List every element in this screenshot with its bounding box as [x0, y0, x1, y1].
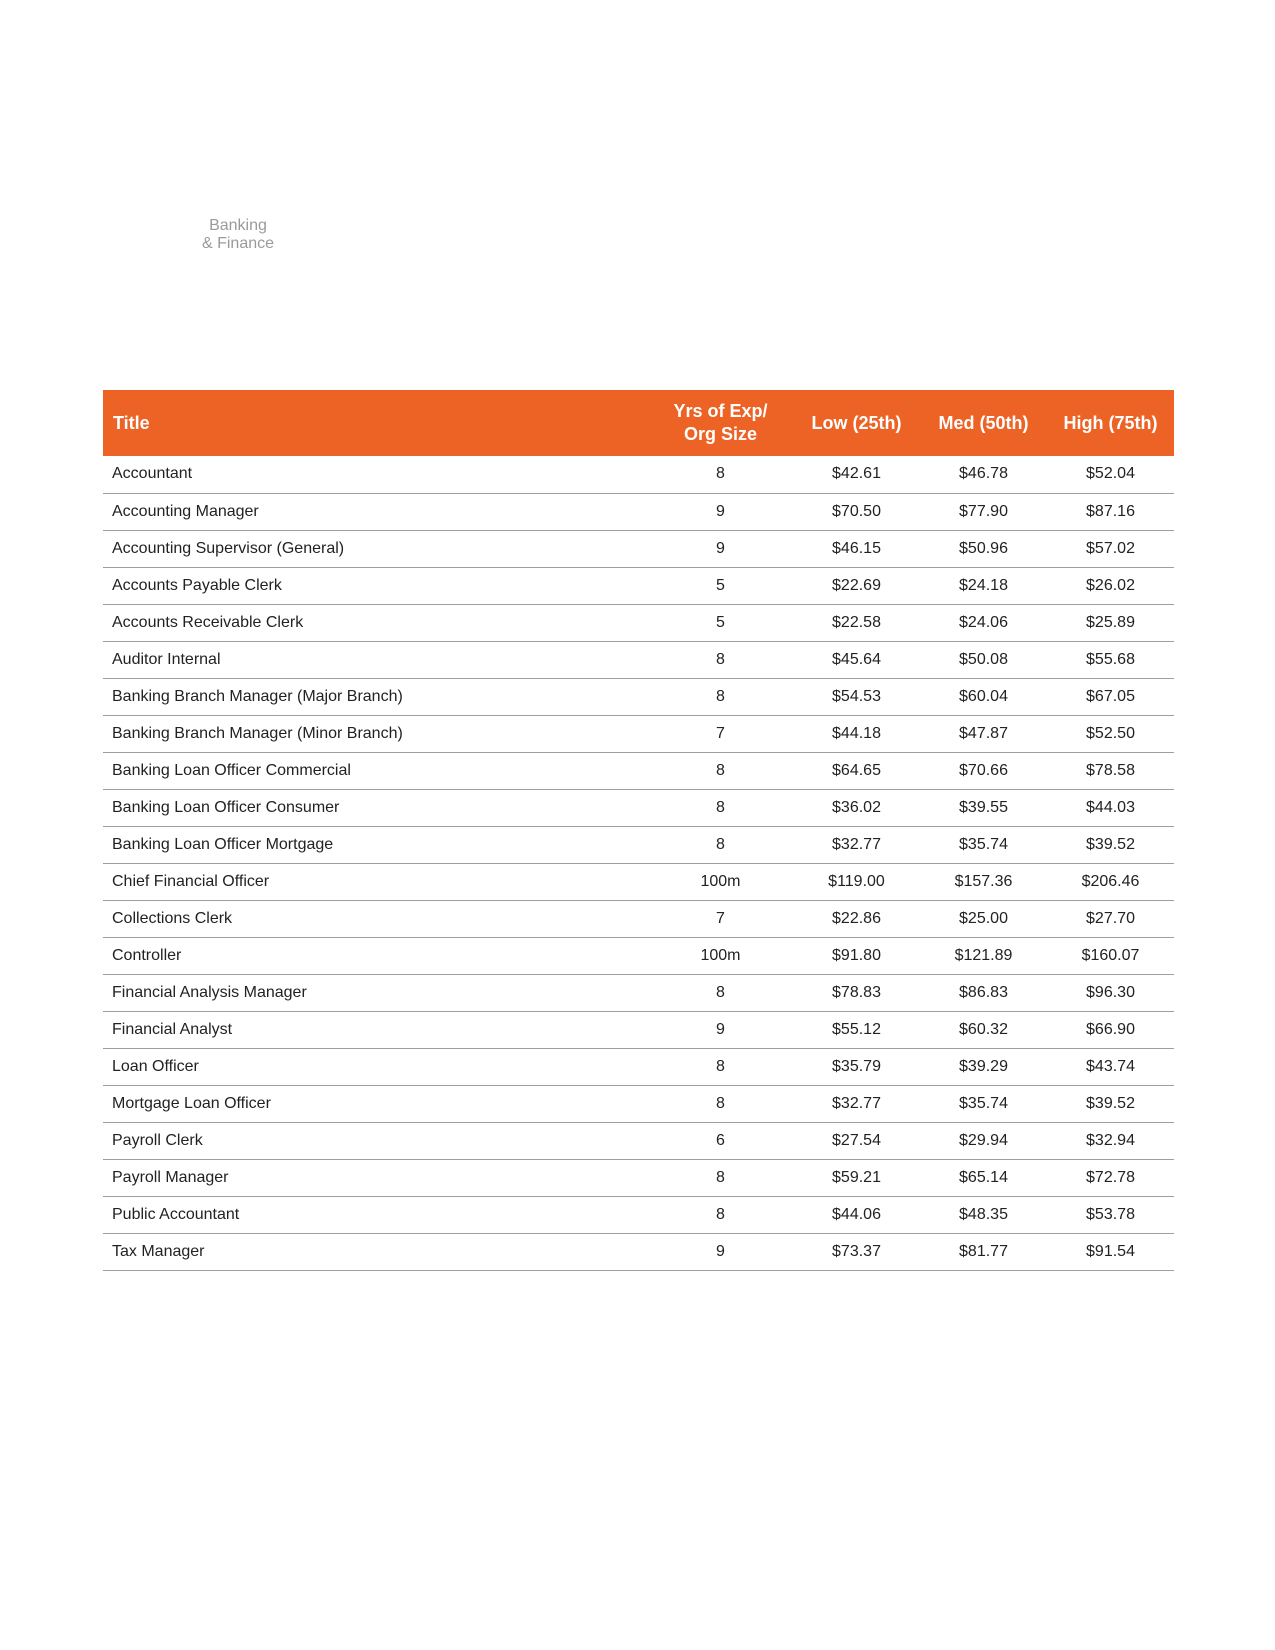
row-experience: 100m	[700, 872, 741, 890]
row-high: $39.52	[1086, 1094, 1135, 1112]
table-row	[103, 530, 1174, 567]
row-med: $60.32	[959, 1020, 1008, 1038]
row-med: $81.77	[959, 1242, 1008, 1260]
row-title: Accounts Payable Clerk	[112, 576, 282, 594]
row-title: Banking Loan Officer Mortgage	[112, 835, 334, 853]
row-experience: 8	[716, 1205, 725, 1223]
row-experience: 7	[716, 724, 725, 742]
row-high: $72.78	[1086, 1168, 1135, 1186]
table-body	[103, 456, 1174, 1270]
row-high: $160.07	[1081, 946, 1140, 964]
row-high: $27.70	[1086, 909, 1135, 927]
header-med: Med (50th)	[938, 412, 1029, 433]
table-row	[103, 974, 1174, 1011]
header-experience-line-1: Yrs of Exp/	[673, 401, 768, 421]
table-row	[103, 789, 1174, 826]
row-low: $32.77	[832, 835, 881, 853]
row-med: $29.94	[959, 1131, 1008, 1149]
row-title: Banking Loan Officer Consumer	[112, 798, 340, 816]
table-row	[103, 937, 1174, 974]
row-experience: 8	[716, 835, 725, 853]
category-line-1: Banking	[209, 217, 267, 234]
table-row	[103, 900, 1174, 937]
row-high: $39.52	[1086, 835, 1135, 853]
row-experience: 8	[716, 465, 725, 483]
row-high: $52.04	[1086, 465, 1135, 483]
row-low: $55.12	[832, 1020, 881, 1038]
table-row	[103, 715, 1174, 752]
row-med: $24.18	[959, 576, 1008, 594]
row-experience: 8	[716, 650, 725, 668]
row-high: $55.68	[1086, 650, 1135, 668]
row-med: $70.66	[959, 761, 1008, 779]
row-high: $25.89	[1086, 613, 1135, 631]
table-row	[103, 678, 1174, 715]
row-med: $39.55	[959, 798, 1008, 816]
row-high: $206.46	[1081, 872, 1140, 890]
row-med: $60.04	[959, 687, 1008, 705]
table-row	[103, 1159, 1174, 1196]
header-high: High (75th)	[1063, 412, 1158, 433]
row-experience: 9	[716, 1242, 725, 1260]
row-title: Mortgage Loan Officer	[112, 1094, 271, 1112]
row-high: $57.02	[1086, 539, 1135, 557]
row-experience: 8	[716, 983, 725, 1001]
row-med: $46.78	[959, 465, 1008, 483]
table-row	[103, 1233, 1174, 1270]
header-row	[103, 390, 1174, 456]
row-title: Accounting Manager	[112, 502, 259, 520]
row-high: $43.74	[1086, 1057, 1135, 1075]
table-row	[103, 1122, 1174, 1159]
row-experience: 5	[716, 613, 725, 631]
table-row	[103, 567, 1174, 604]
row-title: Financial Analyst	[112, 1020, 233, 1038]
row-high: $53.78	[1086, 1205, 1135, 1223]
row-low: $32.77	[832, 1094, 881, 1112]
row-title: Financial Analysis Manager	[112, 983, 307, 1001]
row-low: $70.50	[832, 502, 881, 520]
header-title: Title	[113, 412, 150, 433]
row-title: Accountant	[112, 465, 193, 483]
row-low: $64.65	[832, 761, 881, 779]
row-low: $35.79	[832, 1057, 881, 1075]
row-low: $22.86	[832, 909, 881, 927]
row-experience: 8	[716, 1094, 725, 1112]
table-row	[103, 1048, 1174, 1085]
salary-table	[103, 390, 1174, 1271]
row-high: $52.50	[1086, 724, 1135, 742]
row-title: Chief Financial Officer	[112, 872, 270, 890]
header-experience	[648, 390, 793, 456]
row-experience: 8	[716, 1057, 725, 1075]
row-med: $39.29	[959, 1057, 1008, 1075]
row-experience: 5	[716, 576, 725, 594]
row-low: $44.18	[832, 724, 881, 742]
table-row	[103, 604, 1174, 641]
row-title: Public Accountant	[112, 1205, 240, 1223]
row-title: Payroll Manager	[112, 1168, 229, 1186]
row-med: $121.89	[954, 946, 1013, 964]
table-row	[103, 1196, 1174, 1233]
row-med: $50.96	[959, 539, 1008, 557]
row-med: $48.35	[959, 1205, 1008, 1223]
row-med: $86.83	[959, 983, 1008, 1001]
row-med: $50.08	[959, 650, 1008, 668]
table-row	[103, 1085, 1174, 1122]
row-low: $54.53	[832, 687, 881, 705]
row-high: $87.16	[1086, 502, 1135, 520]
row-title: Auditor Internal	[112, 650, 221, 668]
row-experience: 9	[716, 539, 725, 557]
row-low: $59.21	[832, 1168, 881, 1186]
row-low: $91.80	[832, 946, 881, 964]
row-title: Banking Loan Officer Commercial	[112, 761, 351, 779]
row-title: Loan Officer	[112, 1057, 199, 1075]
table-row	[103, 641, 1174, 678]
row-title: Collections Clerk	[112, 909, 233, 927]
row-med: $35.74	[959, 1094, 1008, 1112]
table-row	[103, 1011, 1174, 1048]
row-low: $46.15	[832, 539, 881, 557]
row-high: $26.02	[1086, 576, 1135, 594]
row-experience: 8	[716, 687, 725, 705]
row-low: $73.37	[832, 1242, 881, 1260]
row-title: Tax Manager	[112, 1242, 205, 1260]
table-row	[103, 752, 1174, 789]
row-experience: 8	[716, 761, 725, 779]
category-label	[180, 217, 296, 253]
row-high: $96.30	[1086, 983, 1135, 1001]
row-high: $67.05	[1086, 687, 1135, 705]
row-med: $35.74	[959, 835, 1008, 853]
row-high: $44.03	[1086, 798, 1135, 816]
table-row	[103, 826, 1174, 863]
row-title: Accounting Supervisor (General)	[112, 539, 345, 557]
row-experience: 6	[716, 1131, 725, 1149]
row-med: $157.36	[954, 872, 1013, 890]
row-high: $32.94	[1086, 1131, 1135, 1149]
header-experience-line-2: Org Size	[683, 424, 758, 444]
row-experience: 100m	[700, 946, 741, 964]
row-title: Payroll Clerk	[112, 1131, 203, 1149]
header-low: Low (25th)	[811, 412, 902, 433]
row-low: $22.69	[832, 576, 881, 594]
row-title: Banking Branch Manager (Major Branch)	[112, 687, 403, 705]
row-med: $25.00	[959, 909, 1008, 927]
row-title: Accounts Receivable Clerk	[112, 613, 304, 631]
table-row	[103, 863, 1174, 900]
row-med: $65.14	[959, 1168, 1008, 1186]
row-high: $78.58	[1086, 761, 1135, 779]
row-med: $47.87	[959, 724, 1008, 742]
row-experience: 8	[716, 1168, 725, 1186]
row-experience: 8	[716, 798, 725, 816]
row-low: $36.02	[832, 798, 881, 816]
row-high: $91.54	[1086, 1242, 1135, 1260]
row-high: $66.90	[1086, 1020, 1135, 1038]
row-experience: 7	[716, 909, 725, 927]
row-experience: 9	[716, 1020, 725, 1038]
row-low: $22.58	[832, 613, 881, 631]
row-experience: 9	[716, 502, 725, 520]
table-row	[103, 493, 1174, 530]
row-low: $27.54	[832, 1131, 881, 1149]
row-low: $45.64	[832, 650, 881, 668]
row-low: $78.83	[832, 983, 881, 1001]
row-title: Controller	[112, 946, 182, 964]
row-low: $42.61	[832, 465, 881, 483]
row-med: $24.06	[959, 613, 1008, 631]
row-low: $44.06	[832, 1205, 881, 1223]
table-row	[103, 456, 1174, 493]
row-med: $77.90	[959, 502, 1008, 520]
row-low: $119.00	[828, 872, 885, 890]
row-title: Banking Branch Manager (Minor Branch)	[112, 724, 403, 742]
table-header	[103, 390, 1174, 456]
category-line-2: & Finance	[201, 235, 275, 252]
